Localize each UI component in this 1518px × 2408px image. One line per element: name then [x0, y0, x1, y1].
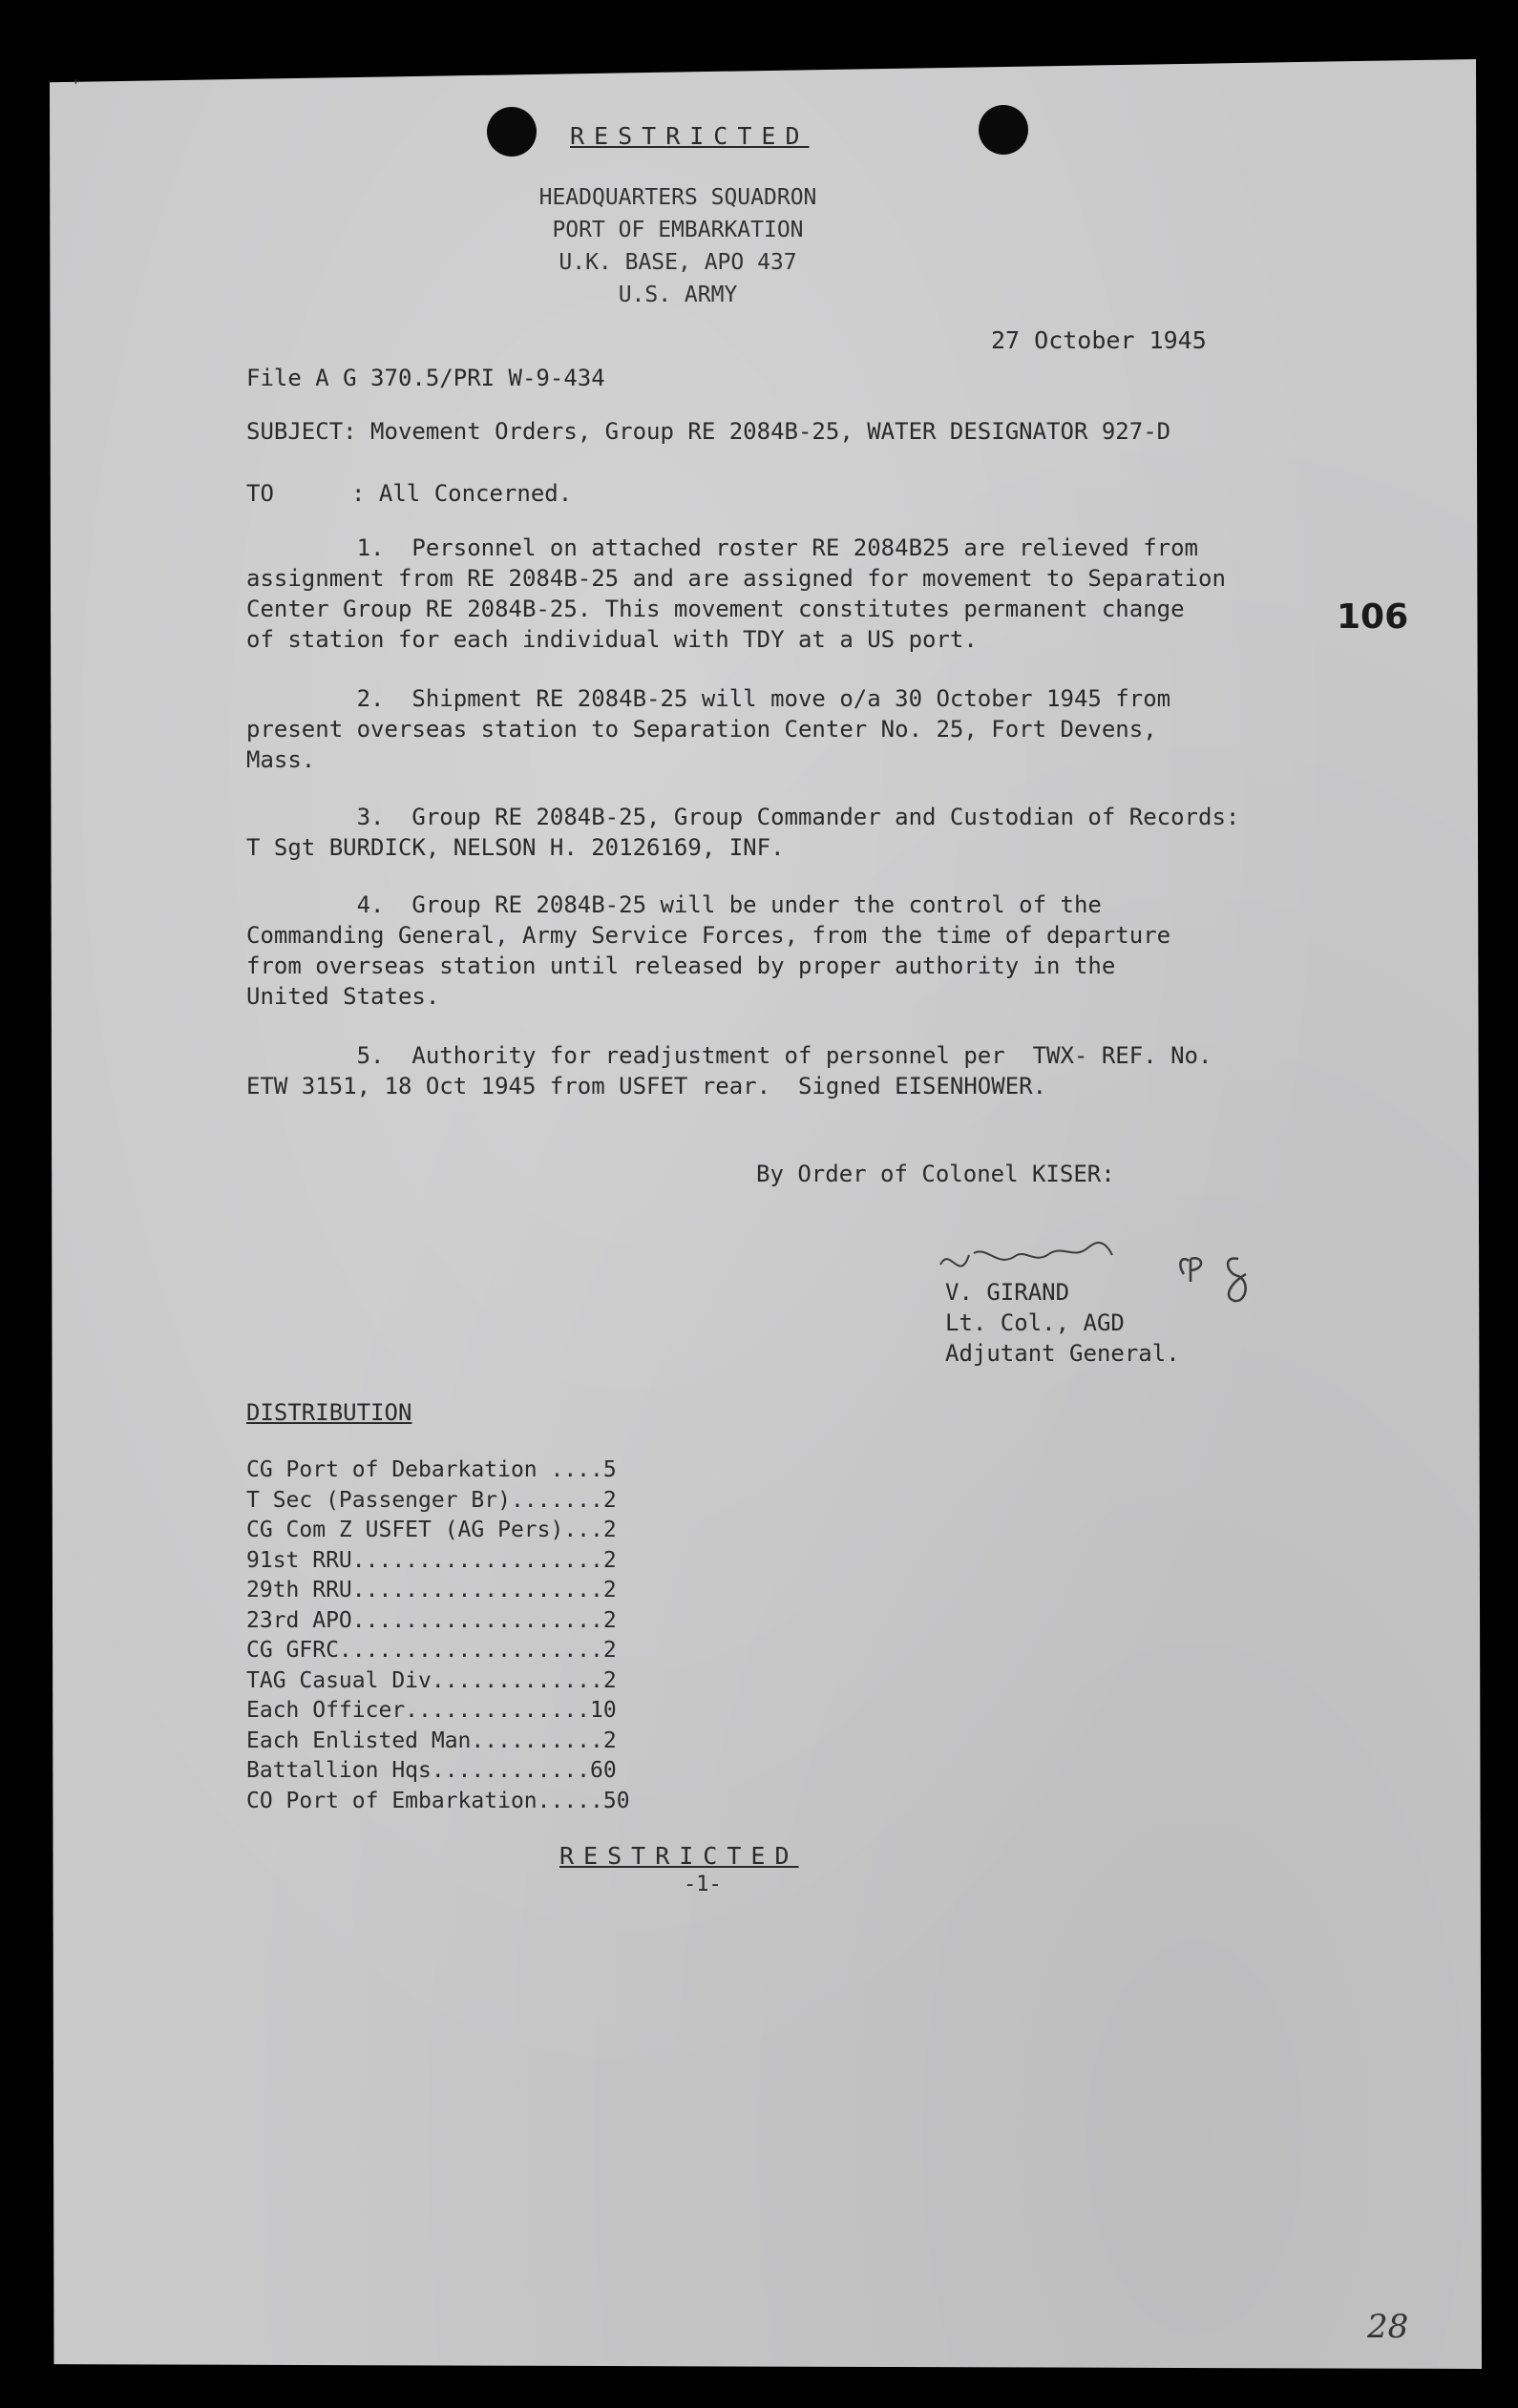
distribution-list [246, 1455, 630, 1816]
distribution-item: 91st RRU...................2 [246, 1547, 617, 1573]
distribution-item: Each Enlisted Man..........2 [246, 1727, 617, 1753]
distribution-item: 29th RRU...................2 [246, 1578, 617, 1602]
signer-title: Adjutant General. [945, 1340, 1180, 1367]
to-label: TO [246, 480, 274, 507]
classification-bottom: RESTRICTED [559, 1842, 799, 1870]
letterhead-line: HEADQUARTERS SQUADRON [538, 185, 817, 210]
distribution-heading: DISTRIBUTION [246, 1399, 412, 1426]
signer-name: V. GIRAND [945, 1279, 1070, 1306]
subject-line: SUBJECT: Movement Orders, Group RE 2084B-25, WATER DESIGNATOR 927-D [246, 418, 1171, 445]
distribution-item: TAG Casual Div.............2 [246, 1667, 617, 1693]
letterhead-line: PORT OF EMBARKATION [552, 218, 804, 242]
distribution-item: T Sec (Passenger Br).......2 [246, 1487, 617, 1513]
paragraph-4: 4. Group RE 2084B-25 will be under the control of the Commanding General, Army Service Forces, from the time of departure from overseas station until released by proper authority in the United States. [246, 891, 1171, 1010]
paragraph-5: 5. Authority for readjustment of personnel per TWX- REF. No. ETW 3151, 18 Oct 1945 from USFET rear. Signed EISENHOWER. [246, 1042, 1212, 1099]
corner-mark: ' [71, 76, 81, 96]
paragraph-2: 2. Shipment RE 2084B-25 will move o/a 30 October 1945 from present overseas station to Separation Center No. 25, Fort Devens, Mass. [246, 685, 1171, 773]
document-page [50, 59, 1482, 2369]
classification-top: RESTRICTED [570, 122, 810, 150]
file-reference: File A G 370.5/PRI W-9-434 [246, 365, 605, 391]
by-order-line: By Order of Colonel KISER: [756, 1161, 1115, 1187]
distribution-item: CG Com Z USFET (AG Pers)...2 [246, 1518, 617, 1542]
distribution-item: 23rd APO...................2 [246, 1607, 617, 1633]
signature-block [945, 1277, 1180, 1369]
punch-hole [487, 107, 537, 157]
distribution-item: CG Port of Debarkation ....5 [246, 1457, 617, 1482]
punch-hole [979, 105, 1028, 155]
letterhead [468, 181, 888, 311]
signer-rank: Lt. Col., AGD [945, 1309, 1125, 1336]
distribution-item: CO Port of Embarkation.....50 [246, 1788, 630, 1813]
to-line [246, 480, 572, 507]
paragraph-1: 1. Personnel on attached roster RE 2084B25 are relieved from assignment from RE 2084B-25 and are assigned for movement to Separation Center Group RE 2084B-25. This movement constitutes permanent change of station for each individual with TDY at a US port. [246, 534, 1226, 653]
letterhead-line: U.K. BASE, APO 437 [559, 250, 797, 275]
page-number: -1- [684, 1873, 722, 1896]
distribution-item: CG GFRC....................2 [246, 1638, 617, 1663]
letterhead-line: U.S. ARMY [618, 283, 738, 307]
paragraph-3: 3. Group RE 2084B-25, Group Commander and Custodian of Records: T Sgt BURDICK, NELSON H. 20126169, INF. [246, 804, 1240, 861]
to-value: : All Concerned. [351, 480, 573, 507]
distribution-item: Battallion Hqs............60 [246, 1758, 617, 1783]
distribution-item: Each Officer..............10 [246, 1698, 617, 1723]
handwritten-corner-note: 28 [1367, 2308, 1409, 2346]
margin-page-number: 106 [1337, 597, 1409, 637]
document-date: 27 October 1945 [991, 326, 1207, 354]
